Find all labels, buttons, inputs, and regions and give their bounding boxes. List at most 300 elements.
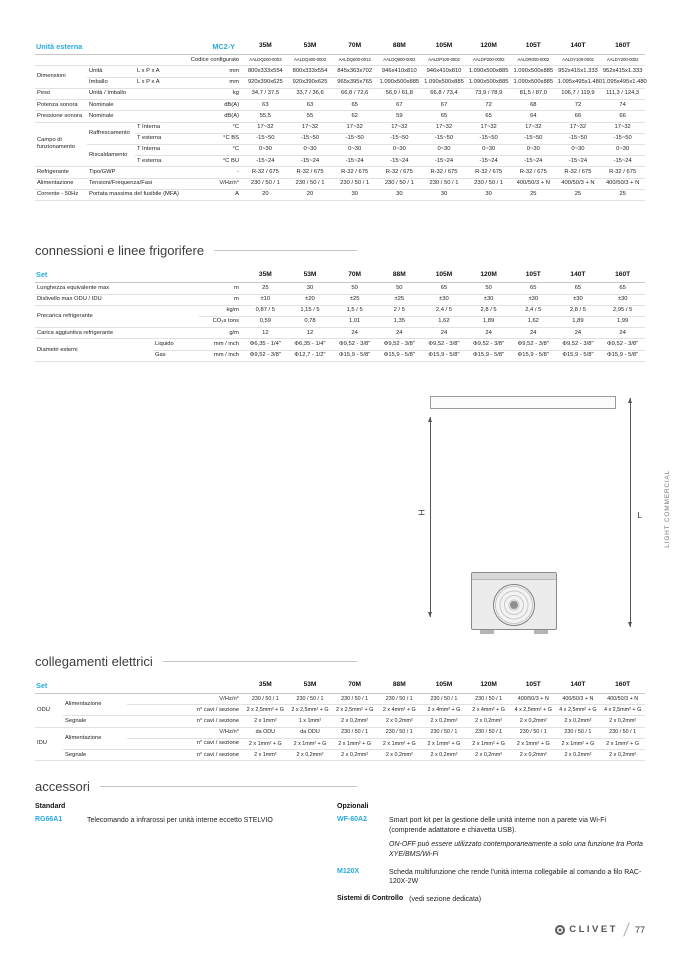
value-cell: 1 x 1mm² <box>288 716 333 727</box>
row-label: n° cavi / sezione <box>127 738 243 749</box>
refrigerant-lines-table <box>35 268 645 362</box>
row-label: °C BS <box>209 133 243 144</box>
column-header: 120M <box>466 40 511 55</box>
value-cell: 17~32 <box>332 122 377 133</box>
accessory-description: Scheda multifunzione che rende l'unità interna collegabile al comando a filo RAC-120X-2W <box>389 868 642 886</box>
column-header: 88M <box>377 268 422 283</box>
value-cell: -15~50 <box>377 133 422 144</box>
row-label: m <box>199 283 243 294</box>
row-label: kg/m <box>199 305 243 316</box>
value-cell: 68 <box>511 100 556 111</box>
value-cell: 2,4 / 5 <box>511 305 556 316</box>
table-row <box>35 55 645 66</box>
row-label: A <box>209 189 243 200</box>
value-cell: 0~30 <box>288 144 333 155</box>
optional-title: Opzionali <box>337 803 369 811</box>
value-cell: 1.090x500x885 <box>466 66 511 77</box>
value-cell: ±30 <box>600 294 645 305</box>
value-cell: 4 x 2,5mm² + G <box>511 705 556 716</box>
value-cell: Φ9,52 - 3/8" <box>466 339 511 350</box>
column-header: 105T <box>511 40 556 55</box>
row-label: Codice configurato <box>35 55 243 66</box>
light-commercial-label: LIGHT COMMERCIAL <box>664 470 671 548</box>
page-number: 77 <box>634 924 645 935</box>
row-label: L x P x A <box>135 66 209 77</box>
value-cell: AALDY200-0002 <box>600 55 645 66</box>
table-body <box>35 283 645 362</box>
accessory-description <box>389 816 645 859</box>
row-label: - <box>209 167 243 178</box>
value-cell: 2 x 1mm² + G <box>466 738 511 749</box>
value-cell: 24 <box>422 328 467 339</box>
row-label: Raffrescamento <box>87 122 135 144</box>
value-cell: 65 <box>600 283 645 294</box>
row-label: Lunghezza equivalente max <box>35 283 199 294</box>
value-cell: 17~32 <box>422 122 467 133</box>
value-cell: 230 / 50 / 1 <box>377 178 422 189</box>
outdoor-unit-spec-table <box>35 40 645 201</box>
value-cell: 73,9 / 78,9 <box>466 88 511 99</box>
value-cell: 2,8 / 5 <box>556 305 601 316</box>
value-cell: 800x333x554 <box>243 66 288 77</box>
value-cell: 62 <box>332 111 377 122</box>
accessory-text: Smart port kit per la gestione delle unità interne non a parete via Wi-Fi (comprende adattatore e chiavetta USB). <box>389 817 607 835</box>
value-cell: 66 <box>600 111 645 122</box>
value-cell: R-32 / 675 <box>511 167 556 178</box>
value-cell: 230 / 50 / 1 <box>332 727 377 738</box>
value-cell: 230 / 50 / 1 <box>243 694 288 705</box>
table-body <box>35 694 645 761</box>
value-cell: -15~50 <box>511 133 556 144</box>
value-cell: 56,9 / 61,8 <box>377 88 422 99</box>
value-cell: 64 <box>511 111 556 122</box>
value-cell: 25 <box>600 189 645 200</box>
row-label: T Interna <box>135 122 209 133</box>
column-header: 105M <box>422 268 467 283</box>
value-cell: 230 / 50 / 1 <box>466 178 511 189</box>
accessories-columns <box>35 803 645 913</box>
value-cell: 106,7 / 119,9 <box>556 88 601 99</box>
value-cell: 1,89 <box>466 316 511 327</box>
value-cell: 1,01 <box>332 316 377 327</box>
section-title-connessioni: connessioni e linee frigorifere <box>35 243 205 259</box>
value-cell: 2 x 0,2mm² <box>600 716 645 727</box>
unit-foot <box>534 630 548 634</box>
value-cell: Φ15,9 - 5/8" <box>556 350 601 361</box>
column-header: 160T <box>600 268 645 283</box>
value-cell: 12 <box>243 328 288 339</box>
value-cell: 65 <box>511 283 556 294</box>
value-cell: 66,8 / 73,4 <box>422 88 467 99</box>
value-cell: 65 <box>332 100 377 111</box>
value-cell: 2 x 4mm² + G <box>466 705 511 716</box>
value-cell: 920x390x625 <box>288 77 333 88</box>
value-cell: 67 <box>377 100 422 111</box>
row-label: V/Hz/n° <box>209 178 243 189</box>
table-row <box>35 705 645 716</box>
value-cell: 17~32 <box>288 122 333 133</box>
accessory-item <box>35 816 307 826</box>
column-header: 120M <box>466 268 511 283</box>
value-cell: R-32 / 675 <box>332 167 377 178</box>
value-cell: 2 x 1mm² + G <box>243 738 288 749</box>
column-header: 105T <box>511 268 556 283</box>
value-cell: 230 / 50 / 1 <box>422 694 467 705</box>
value-cell: 920x390x625 <box>243 77 288 88</box>
value-cell: 230 / 50 / 1 <box>466 727 511 738</box>
value-cell: 4 x 2,5mm² + G <box>556 705 601 716</box>
row-label: kg <box>209 88 243 99</box>
value-cell: 2,95 / 5 <box>600 305 645 316</box>
row-label: m <box>199 294 243 305</box>
value-cell: ±30 <box>556 294 601 305</box>
accessories-optional-column <box>337 803 645 913</box>
value-cell: 30 <box>466 189 511 200</box>
value-cell: 59 <box>377 111 422 122</box>
value-cell: 2 x 4mm² + G <box>422 705 467 716</box>
value-cell: Φ9,52 - 3/8" <box>600 339 645 350</box>
row-label: Carica aggiuntiva refrigerante <box>35 328 199 339</box>
row-label: Dimensioni <box>35 66 87 88</box>
value-cell: 2 x 0,2mm² <box>511 716 556 727</box>
value-cell: 0,59 <box>243 316 288 327</box>
value-cell: 63 <box>243 100 288 111</box>
value-cell: Φ15,9 - 5/8" <box>377 350 422 361</box>
value-cell: 1,15 / 5 <box>288 305 333 316</box>
value-cell: 1,62 <box>511 316 556 327</box>
column-header: 70M <box>332 40 377 55</box>
value-cell: da ODU <box>288 727 333 738</box>
row-label: T esterna <box>135 133 209 144</box>
value-cell: 0~30 <box>243 144 288 155</box>
section-collegamenti-header <box>35 654 357 669</box>
value-cell: -15~50 <box>600 133 645 144</box>
value-cell: 946x410x810 <box>422 66 467 77</box>
row-label: Alimentazione <box>35 178 87 189</box>
table-row <box>35 283 645 294</box>
value-cell: 230 / 50 / 1 <box>288 178 333 189</box>
value-cell: 20 <box>243 189 288 200</box>
value-cell: 30 <box>288 283 333 294</box>
value-cell: 111,3 / 124,3 <box>600 88 645 99</box>
value-cell: ±30 <box>466 294 511 305</box>
value-cell: ±30 <box>511 294 556 305</box>
value-cell: 2 x 1mm² + G <box>511 738 556 749</box>
value-cell: 17~32 <box>600 122 645 133</box>
unit-foot <box>480 630 494 634</box>
value-cell: R-32 / 675 <box>377 167 422 178</box>
accessory-item <box>337 895 645 905</box>
row-label: Liquido <box>153 339 199 350</box>
value-cell: AALDY100-0002 <box>556 55 601 66</box>
row-label: mm / inch <box>199 350 243 361</box>
value-cell: 2 / 5 <box>377 305 422 316</box>
accessories-standard-column <box>35 803 307 913</box>
value-cell: ±20 <box>288 294 333 305</box>
value-cell: 2 x 1mm² <box>243 716 288 727</box>
row-label: °C BU <box>209 156 243 167</box>
value-cell: R-32 / 675 <box>600 167 645 178</box>
row-label: g/m <box>199 328 243 339</box>
value-cell: 24 <box>466 328 511 339</box>
column-header: 105M <box>422 40 467 55</box>
value-cell: -15~24 <box>288 156 333 167</box>
table-row <box>35 77 645 88</box>
value-cell: 72 <box>466 100 511 111</box>
table-row <box>35 694 645 705</box>
value-cell: 2 x 0,2mm² <box>511 750 556 761</box>
value-cell: Φ15,9 - 5/8" <box>600 350 645 361</box>
table-row <box>35 144 645 155</box>
row-label: Unità <box>87 66 135 77</box>
value-cell: 230 / 50 / 1 <box>332 694 377 705</box>
value-cell: 65 <box>466 111 511 122</box>
dimension-line-h <box>430 417 431 617</box>
value-cell: 24 <box>377 328 422 339</box>
section-rule <box>100 786 357 787</box>
value-cell: 2 x 2,5mm² + G <box>332 705 377 716</box>
table-title: Unità esterna <box>35 40 135 55</box>
row-label: dB(A) <box>209 100 243 111</box>
section-title-accessori: accessori <box>35 779 90 795</box>
value-cell: 2 x 2,5mm² + G <box>243 705 288 716</box>
value-cell: -15~24 <box>332 156 377 167</box>
value-cell: 2 x 2,5mm² + G <box>288 705 333 716</box>
fan-hub <box>510 601 518 609</box>
column-header: 53M <box>288 40 333 55</box>
value-cell: 1,5 / 5 <box>332 305 377 316</box>
row-label: Diametri esterni <box>35 339 153 361</box>
table-row <box>35 750 645 761</box>
value-cell: 0~30 <box>377 144 422 155</box>
value-cell: 400/50/3 + N <box>556 694 601 705</box>
accessory-description: (vedi sezione dedicata) <box>409 896 482 904</box>
dimension-diagram <box>417 396 642 638</box>
value-cell: 0~30 <box>422 144 467 155</box>
value-cell: 2 x 0,2mm² <box>422 716 467 727</box>
value-cell: 25 <box>511 189 556 200</box>
row-label: °C <box>209 144 243 155</box>
value-cell: Φ9,52 - 3/8" <box>556 339 601 350</box>
value-cell: Φ15,9 - 5/8" <box>332 350 377 361</box>
value-cell: 50 <box>466 283 511 294</box>
row-label: T Interna <box>135 144 209 155</box>
electrical-connections-table <box>35 679 645 762</box>
value-cell: 230 / 50 / 1 <box>377 727 422 738</box>
value-cell: -15~50 <box>466 133 511 144</box>
value-cell: 17~32 <box>466 122 511 133</box>
outdoor-unit-front-view <box>471 572 557 630</box>
value-cell: 12 <box>288 328 333 339</box>
value-cell: da ODU <box>243 727 288 738</box>
column-header: 105M <box>422 679 467 694</box>
value-cell: 2 x 1mm² + G <box>556 738 601 749</box>
accessory-code: WF-60A2 <box>337 816 367 824</box>
value-cell: 400/50/3 + N <box>511 694 556 705</box>
value-cell: 24 <box>511 328 556 339</box>
table-row <box>35 100 645 111</box>
value-cell: 230 / 50 / 1 <box>422 727 467 738</box>
value-cell: Φ12,7 - 1/2" <box>288 350 333 361</box>
dimension-label-h: H <box>417 509 427 516</box>
accessory-item <box>337 868 645 888</box>
value-cell: 230 / 50 / 1 <box>511 727 556 738</box>
column-header: 88M <box>377 40 422 55</box>
value-cell: 230 / 50 / 1 <box>556 727 601 738</box>
value-cell: ±25 <box>377 294 422 305</box>
table-head <box>35 679 645 694</box>
value-cell: -15~50 <box>243 133 288 144</box>
table-row <box>35 294 645 305</box>
value-cell: 20 <box>288 189 333 200</box>
row-label: mm <box>209 77 243 88</box>
value-cell: 24 <box>556 328 601 339</box>
value-cell: 946x410x810 <box>377 66 422 77</box>
value-cell: -15~24 <box>511 156 556 167</box>
value-cell: AALDQ900-0002 <box>377 55 422 66</box>
value-cell: 0,87 / 5 <box>243 305 288 316</box>
value-cell: 0~30 <box>511 144 556 155</box>
row-label: Tensioni/Frequenza/Fasi <box>87 178 209 189</box>
value-cell: 2 x 1mm² + G <box>332 738 377 749</box>
page-footer <box>555 922 645 937</box>
value-cell: 2 x 1mm² <box>243 750 288 761</box>
clivet-logo <box>555 924 618 935</box>
value-cell: 230 / 50 / 1 <box>288 694 333 705</box>
column-header: 140T <box>556 40 601 55</box>
dimension-label-l: L <box>637 510 642 520</box>
row-label: Refrigerante <box>35 167 87 178</box>
value-cell: 2 x 0,2mm² <box>422 750 467 761</box>
value-cell: 2 x 4mm² + G <box>377 705 422 716</box>
value-cell: AALDQ600-0012 <box>332 55 377 66</box>
value-cell: 2 x 0,2mm² <box>466 716 511 727</box>
value-cell: 67 <box>422 100 467 111</box>
accessory-description: Telecomando a infrarossi per unità interne eccetto STELVIO <box>87 817 273 825</box>
value-cell: 2,4 / 5 <box>422 305 467 316</box>
value-cell: 2 x 1mm² + G <box>377 738 422 749</box>
table-row <box>35 716 645 727</box>
value-cell: 50 <box>332 283 377 294</box>
row-label: Tipo/GWP <box>87 167 209 178</box>
value-cell: 2 x 0,2mm² <box>332 716 377 727</box>
column-header: 105T <box>511 679 556 694</box>
table-row <box>35 189 645 200</box>
value-cell: -15~24 <box>600 156 645 167</box>
row-label: V/Hz/n° <box>127 727 243 738</box>
table-row <box>35 66 645 77</box>
row-label: CO₂s tons <box>199 316 243 327</box>
table-head <box>35 40 645 55</box>
value-cell: 845x363x702 <box>332 66 377 77</box>
value-cell: 66 <box>556 111 601 122</box>
value-cell: AALDP100-0002 <box>422 55 467 66</box>
row-label: dB(A) <box>209 111 243 122</box>
value-cell: Φ9,52 - 3/8" <box>422 339 467 350</box>
value-cell: 2 x 1mm² + G <box>288 738 333 749</box>
value-cell: 2 x 0,2mm² <box>600 750 645 761</box>
value-cell: R-32 / 675 <box>288 167 333 178</box>
table-row <box>35 88 645 99</box>
row-label: Riscaldamento <box>87 144 135 166</box>
accessory-item <box>337 816 645 859</box>
value-cell: -15~24 <box>556 156 601 167</box>
section-accessori-header <box>35 779 357 794</box>
table-row <box>35 339 645 350</box>
value-cell: 2 x 0,2mm² <box>377 750 422 761</box>
value-cell: 230 / 50 / 1 <box>377 694 422 705</box>
value-cell: 24 <box>332 328 377 339</box>
value-cell: 0~30 <box>556 144 601 155</box>
column-header: 35M <box>243 679 288 694</box>
row-label: n° cavi / sezione <box>127 716 243 727</box>
value-cell: 34,7 / 37,5 <box>243 88 288 99</box>
value-cell: 63 <box>288 100 333 111</box>
row-label: IDU <box>35 727 63 761</box>
column-header: 53M <box>288 679 333 694</box>
header-row <box>35 40 645 55</box>
value-cell: -15~24 <box>243 156 288 167</box>
row-label: L x P x A <box>135 77 209 88</box>
value-cell: Φ6,35 - 1/4" <box>288 339 333 350</box>
value-cell: 2 x 0,2mm² <box>377 716 422 727</box>
row-label: Precarica refrigerante <box>35 305 199 327</box>
value-cell: 2 x 0,2mm² <box>288 750 333 761</box>
row-label: Nominale <box>87 100 209 111</box>
column-header: 88M <box>377 679 422 694</box>
value-cell: -15~24 <box>466 156 511 167</box>
row-label: Segnale <box>63 716 127 727</box>
row-label: Portata massima del fusibile (MFA) <box>87 189 209 200</box>
column-header: 70M <box>332 679 377 694</box>
row-label: Segnale <box>63 750 127 761</box>
row-label: n° cavi / sezione <box>127 705 243 716</box>
value-cell: AALDR000-0002 <box>511 55 556 66</box>
column-header: 35M <box>243 40 288 55</box>
value-cell: 1.095x495x1.480 <box>556 77 601 88</box>
value-cell: 25 <box>243 283 288 294</box>
value-cell: 1.095x495x1.480 <box>600 77 645 88</box>
value-cell: 66,8 / 72,6 <box>332 88 377 99</box>
value-cell: 2 x 0,2mm² <box>556 716 601 727</box>
value-cell: 17~32 <box>511 122 556 133</box>
value-cell: 30 <box>377 189 422 200</box>
row-label: Dislivello max ODU / IDU <box>35 294 199 305</box>
value-cell: -15~50 <box>332 133 377 144</box>
value-cell: 55,5 <box>243 111 288 122</box>
value-cell: -15~50 <box>556 133 601 144</box>
accessory-note: ON-OFF può essere utilizzato contemporaneamente a solo una funzione tra Porta XYE/BMS/Wi-Fi <box>389 841 643 858</box>
row-label: Gas <box>153 350 199 361</box>
value-cell: 2 x 0,2mm² <box>556 750 601 761</box>
accessory-code: RG66A1 <box>35 816 63 824</box>
header-row <box>35 679 645 694</box>
value-cell: 0,78 <box>288 316 333 327</box>
row-label: Alimentazione <box>63 694 127 716</box>
value-cell: -15~50 <box>288 133 333 144</box>
value-cell: 2 x 0,2mm² <box>466 750 511 761</box>
standard-title: Standard <box>35 803 66 811</box>
value-cell: 965x395x765 <box>332 77 377 88</box>
column-header: 140T <box>556 679 601 694</box>
value-cell: -15~50 <box>422 133 467 144</box>
value-cell: 4 x 2,5mm² + G <box>600 705 645 716</box>
value-cell: 81,5 / 87,0 <box>511 88 556 99</box>
section-connessioni-header <box>35 243 357 258</box>
value-cell: Φ15,9 - 5/8" <box>511 350 556 361</box>
row-label: °C <box>209 122 243 133</box>
column-header: 160T <box>600 679 645 694</box>
